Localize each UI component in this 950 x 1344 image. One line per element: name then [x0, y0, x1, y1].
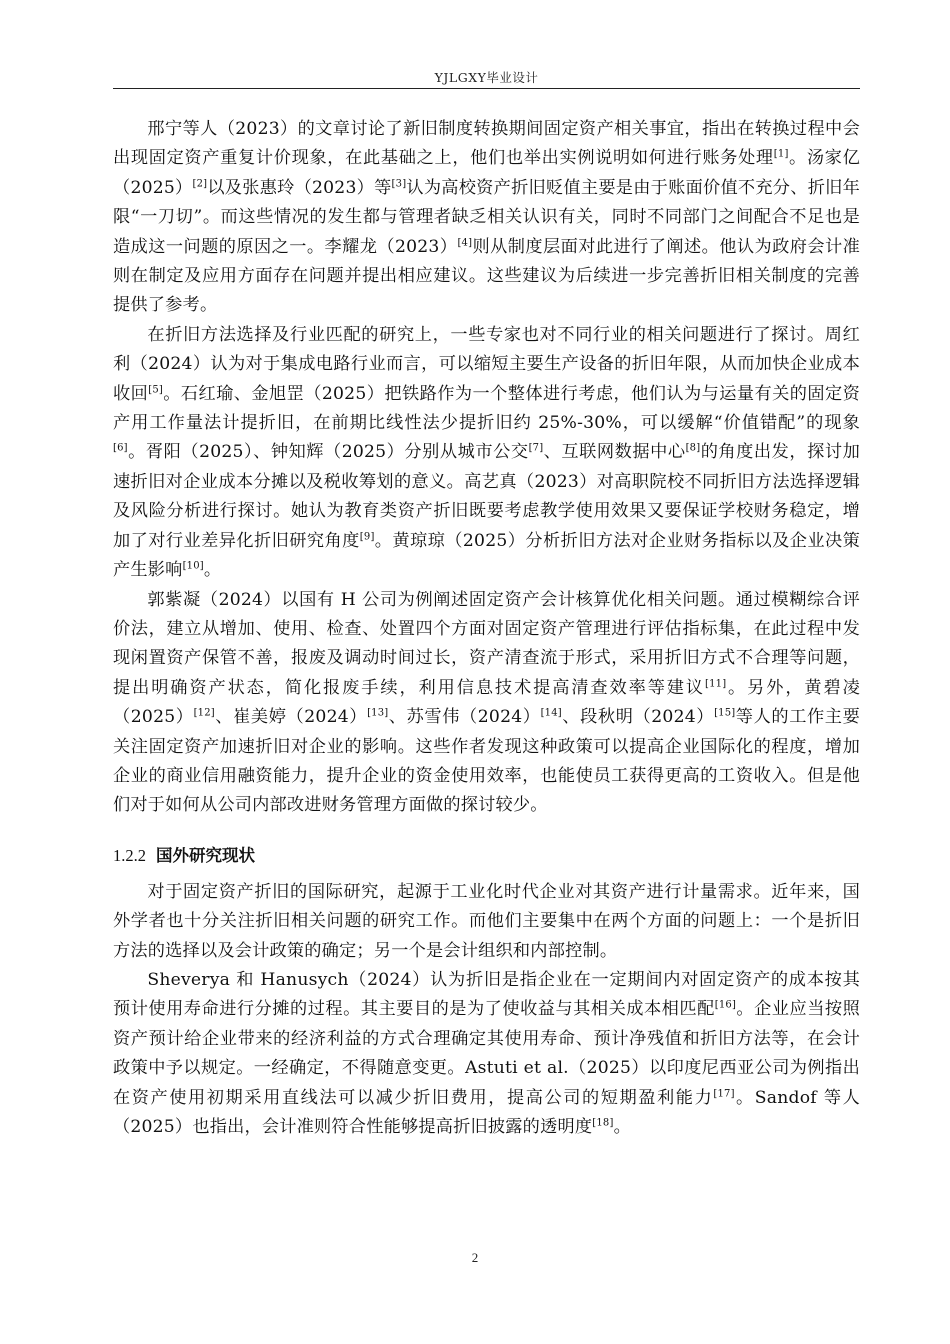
paragraph-text: 以及张惠玲（2023）等	[207, 177, 392, 198]
paragraph-text: 邢宁等人（2023）的文章讨论了新旧制度转换期间固定资产相关事宜，指出在转换过程中会出现固定资产重复计价现象，在此基础之上，他们也举出实例说明如何进行账务处理	[113, 119, 860, 169]
page-header: YJLGXY毕业设计	[434, 70, 539, 85]
paragraph-text: 在折旧方法选择及行业匹配的研究上，一些专家也对不同行业的相关问题进行了探讨。周红利（2024）认为对于集成电路行业而言，可以缩短主要生产设备的折旧年限，从而加快企业成本收回	[113, 324, 860, 404]
paragraph-group-domestic	[113, 115, 860, 821]
citation-ref: [14]	[540, 707, 562, 719]
section-title: 国外研究现状	[156, 845, 255, 865]
paragraph-text: 、崔美婷（2024）	[214, 707, 368, 728]
citation-ref: [11]	[705, 677, 727, 689]
paragraph-text: 。企业应当按照资产预计给企业带来的经济利益的方式合理确定其使用寿命、预计净残值和折旧方法等，在会计政策中予以规定。一经确定，不得随意变更。Astuti et al.（2025）以印度尼西亚公司为例指出在资产使用初期采用直线法可以减少折旧费用，提高公司的短期盈利能力	[113, 999, 860, 1108]
citation-ref: [9]	[359, 530, 375, 542]
paragraph-text: 对于固定资产折旧的国际研究，起源于工业化时代企业对其资产进行计量需求。近年来，国外学者也十分关注折旧相关问题的研究工作。而他们主要集中在两个方面的问题上：一个是折旧方法的选择以及会计政策的确定；另一个是会计组织和内部控制。	[113, 881, 860, 961]
paragraph-text: 、互联网数据中心	[543, 442, 686, 463]
citation-ref: [7]	[528, 442, 544, 454]
citation-ref: [16]	[714, 999, 737, 1011]
citation-ref: [15]	[714, 707, 736, 719]
paragraph-text: 。Sandof 等人（2025）也指出，会计准则符合性能够提高折旧披露的透明度	[113, 1087, 860, 1137]
paragraph-text: 则从制度层面对此进行了阐述。他认为政府会计准则在制定及应用方面存在问题并提出相应建议。这些建议为后续进一步完善折旧相关制度的完善提供了参考。	[113, 236, 860, 316]
paragraph-text: 的角度出发，探讨加速折旧对企业成本分摊以及税收筹划的意义。高艺真（2023）对高职院校不同折旧方法选择逻辑及风险分析进行探讨。她认为教育类资产折旧既要考虑教学使用效果又要保证学校财务稳定，增加了对行业差异化折旧研究角度	[113, 442, 860, 551]
paragraph	[113, 586, 860, 821]
citation-ref: [1]	[773, 148, 789, 160]
paragraph	[113, 878, 860, 966]
paragraph-text: 。汤家亿（2025）	[113, 148, 860, 198]
citation-ref: [8]	[685, 442, 701, 454]
section-number: 1.2.2	[113, 845, 146, 865]
citation-ref: [10]	[182, 560, 204, 572]
paragraph-text: 。另外，黄碧凌（2025）	[113, 677, 861, 728]
citation-ref: [3]	[391, 178, 407, 190]
paragraph-group-foreign	[113, 878, 860, 1143]
section-heading	[113, 842, 860, 870]
citation-ref: [6]	[113, 442, 128, 454]
paragraph	[113, 115, 860, 321]
header-rule	[113, 88, 860, 89]
paragraph-text: 。	[203, 560, 222, 581]
citation-ref: [12]	[193, 707, 215, 719]
paragraph-text: 。黄琼琼（2025）分析折旧方法对企业财务指标以及企业决策产生影响	[113, 530, 860, 581]
paragraph-text: 、段秋明（2024）	[561, 707, 715, 728]
paragraph-text: 。	[613, 1117, 631, 1137]
citation-ref: [18]	[592, 1117, 614, 1129]
paragraph	[113, 966, 860, 1142]
citation-ref: [4]	[457, 236, 473, 248]
citation-ref: [2]	[192, 178, 208, 190]
paragraph-text: 郭紫凝（2024）以国有 H 公司为例阐述固定资产会计核算优化相关问题。通过模糊综合评价法，建立从增加、使用、检查、处置四个方面对固定资产管理进行评估指标集，在此过程中发现闲置资产保管不善，报废及调动时间过长，资产清查流于形式，采用折旧方式不合理等问题，提出明确资产状态，简化报废手续，利用信息技术提高清查效率等建议	[113, 589, 860, 698]
paragraph-text: 。石红瑜、金旭罡（2025）把铁路作为一个整体进行考虑，他们认为与运量有关的固定资产用工作量法计提折旧，在前期比线性法少提折旧约 25%-30%，可以缓解“价值错配”的现象	[113, 383, 860, 434]
citation-ref: [13]	[367, 707, 389, 719]
page-number: 2	[471, 1250, 479, 1265]
paragraph	[113, 321, 860, 586]
paragraph-text: 等人的工作主要关注固定资产加速折旧对企业的影响。这些作者发现这种政策可以提高企业国际化的程度，增加企业的商业信用融资能力，提升企业的资金使用效率，也能使员工获得更高的工资收入。但是他们对于如何从公司内部改进财务管理方面做的探讨较少。	[113, 707, 860, 816]
paragraph-text: 。胥阳（2025）、钟知辉（2025）分别从城市公交	[127, 442, 529, 463]
paragraph-text: Sheverya 和 Hanusych（2024）认为折旧是指企业在一定期间内对固定资产的成本按其预计使用寿命进行分摊的过程。其主要目的是为了使收益与其相关成本相匹配	[113, 969, 860, 1020]
citation-ref: [5]	[148, 383, 164, 395]
page-body	[113, 115, 860, 1142]
paragraph-text: 认为高校资产折旧贬值主要是由于账面价值不充分、折旧年限“一刀切”。而这些情况的发生都与管理者缺乏相关认识有关，同时不同部门之间配合不足也是造成这一问题的原因之一。李耀龙（2023）	[113, 177, 860, 257]
citation-ref: [17]	[713, 1087, 735, 1099]
paragraph-text: 、苏雪伟（2024）	[388, 707, 541, 728]
